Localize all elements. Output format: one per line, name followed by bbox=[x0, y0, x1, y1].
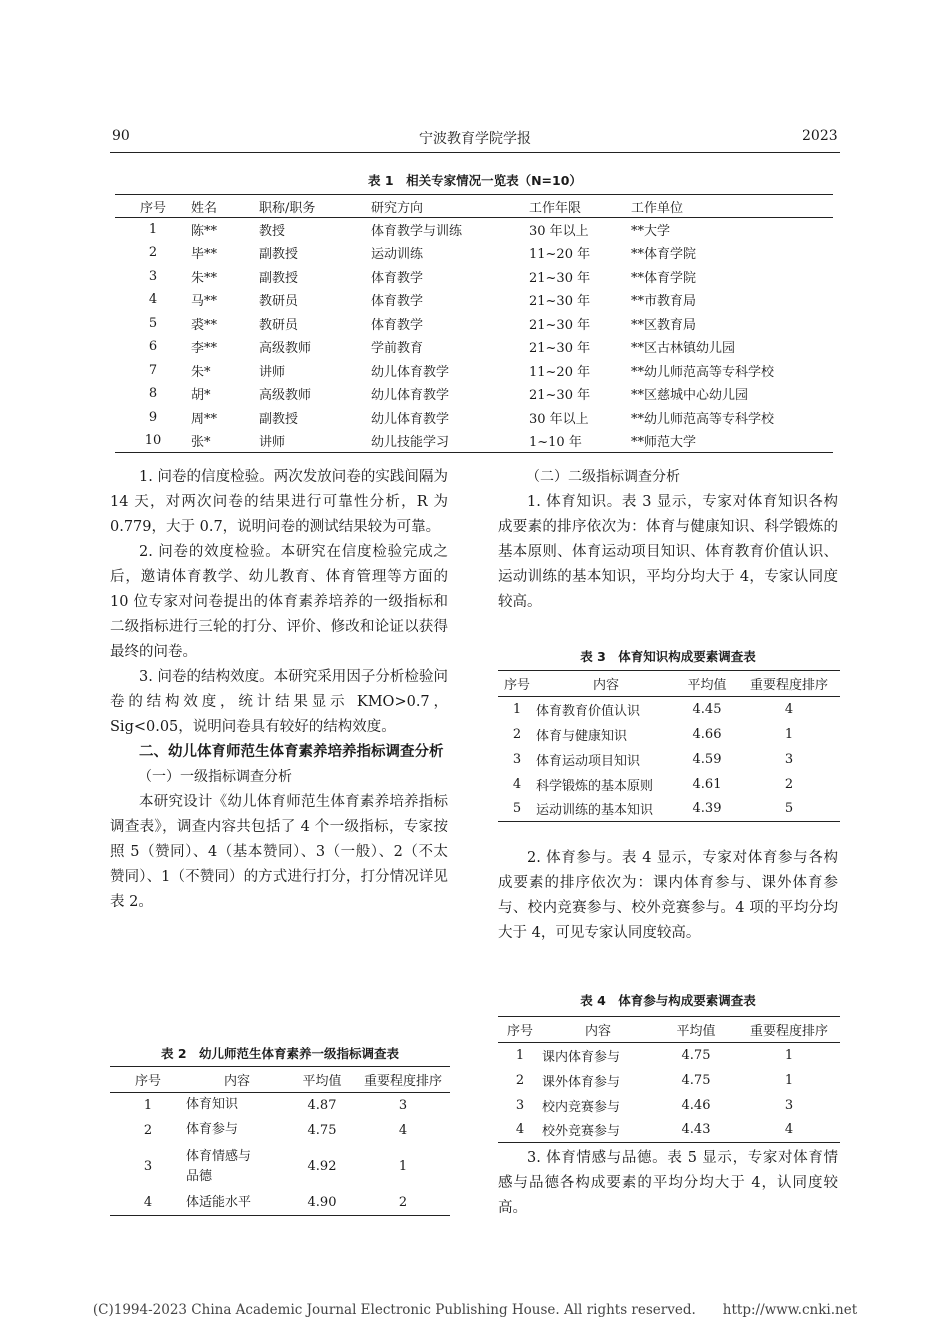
table1-col-header: 序号 bbox=[115, 195, 191, 218]
table-cell: 幼儿体育教学 bbox=[371, 411, 450, 427]
table-cell: 11~20 年 bbox=[529, 247, 591, 263]
table-cell: 21~30 年 bbox=[529, 294, 591, 310]
table-cell: 4 bbox=[515, 1122, 525, 1138]
table-cell: 1 bbox=[784, 1047, 794, 1063]
table-cell: 讲师 bbox=[259, 364, 286, 380]
table-cell: 9 bbox=[148, 409, 158, 425]
table1-col-header: 工作单位 bbox=[631, 195, 833, 218]
table3 bbox=[498, 670, 840, 822]
table-cell: 1 bbox=[515, 1047, 525, 1063]
table-row bbox=[498, 1043, 840, 1068]
table-cell: 3 bbox=[784, 1097, 794, 1113]
table-cell: 马** bbox=[191, 294, 218, 310]
table-row bbox=[498, 1068, 840, 1093]
table-cell: 4 bbox=[784, 1122, 794, 1138]
table-cell: 3 bbox=[512, 751, 522, 767]
table-cell: **市教育局 bbox=[631, 294, 697, 310]
table-cell: 4 bbox=[143, 1195, 153, 1211]
table-cell: 课外体育参与 bbox=[542, 1074, 621, 1090]
table-cell: 体育与健康知识 bbox=[536, 728, 628, 744]
table-row bbox=[115, 382, 833, 406]
table-cell: 体育教学 bbox=[371, 317, 424, 333]
table-cell: 4.61 bbox=[692, 776, 722, 792]
table-cell: 6 bbox=[148, 339, 158, 355]
table-cell: 4.90 bbox=[307, 1195, 337, 1211]
table1-col-header: 职称/职务 bbox=[259, 195, 371, 218]
table-cell: **体育学院 bbox=[631, 270, 697, 286]
table-cell: 科学锻炼的基本原则 bbox=[536, 778, 654, 794]
table4-header-row bbox=[498, 1017, 840, 1043]
subsection-heading-2: （二）二级指标调查分析 bbox=[526, 469, 680, 485]
table-cell: 裘** bbox=[191, 317, 218, 333]
table4-col-header: 重要程度排序 bbox=[738, 1017, 840, 1043]
paragraph-validity: 2. 问卷的效度检验。本研究在信度检验完成之后，邀请体育教学、幼儿教育、体育管理等方面的 10 位专家对问卷提出的体育素养培养的一级指标和二级指标进行三轮的打分、评价、修改和论证以获得最终的问卷。 bbox=[110, 544, 448, 660]
section-heading-2: 二、幼儿体育师范生体育素养培养指标调查分析 bbox=[139, 744, 444, 760]
table-row bbox=[498, 797, 840, 822]
table-cell: 朱* bbox=[191, 364, 211, 380]
table-cell: 4.39 bbox=[692, 801, 722, 817]
table-cell: 体育运动项目知识 bbox=[536, 753, 641, 769]
table4-col-header: 内容 bbox=[542, 1017, 654, 1043]
paragraph-sports-participation: 2. 体育参与。表 4 显示，专家对体育参与各构成要素的排序依次为：课内体育参与、课外体育参与、校内竞赛参与、校外竞赛参与。4 项的平均分均大于 4，可见专家认同度较高。 bbox=[498, 850, 838, 941]
table-cell: 高级教师 bbox=[259, 388, 312, 404]
table-cell: 8 bbox=[148, 386, 158, 402]
table-cell: 讲师 bbox=[259, 435, 286, 450]
table-cell: 30 年以上 bbox=[529, 224, 589, 239]
table-cell: **师范大学 bbox=[631, 435, 697, 450]
table3-col-header: 内容 bbox=[536, 671, 676, 697]
table-cell: 5 bbox=[784, 801, 794, 817]
table2-col-header: 序号 bbox=[110, 1067, 186, 1093]
table-cell: 4 bbox=[148, 292, 158, 308]
table-cell: 2 bbox=[148, 245, 158, 261]
table-row bbox=[115, 335, 833, 359]
table4-col-header: 平均值 bbox=[654, 1017, 738, 1043]
table-cell: 教授 bbox=[259, 224, 286, 239]
paragraph-sports-knowledge: 1. 体育知识。表 3 显示，专家对体育知识各构成要素的排序依次为：体育与健康知识、科学锻炼的基本原则、体育运动项目知识、体育教育价值认识、运动训练的基本知识，平均分均大于 4，专家认同度较高。 bbox=[498, 494, 838, 610]
table-cell: 体育情感与品德 bbox=[186, 1148, 252, 1184]
table-cell: 1 bbox=[398, 1159, 408, 1174]
table-row bbox=[115, 218, 833, 242]
table-cell: 幼儿体育教学 bbox=[371, 388, 450, 404]
paragraph-structural-validity: 3. 问卷的结构效度。本研究采用因子分析检验问卷的结构效度，统计结果显示 KMO>0.7，Sig<0.05，说明问卷具有较好的结构效度。 bbox=[110, 669, 448, 735]
table-cell: 副教授 bbox=[259, 411, 299, 427]
publication-year: 2023 bbox=[802, 128, 838, 144]
table-cell: 4.75 bbox=[681, 1072, 711, 1088]
table-row bbox=[110, 1093, 450, 1118]
table-cell: 3 bbox=[143, 1159, 153, 1174]
table1-caption: 表 1 相关专家情况一览表（N=10） bbox=[368, 173, 582, 188]
table-cell: 朱** bbox=[191, 270, 218, 286]
table3-col-header: 序号 bbox=[498, 671, 536, 697]
table-cell: 1 bbox=[784, 1072, 794, 1088]
table-cell: 7 bbox=[148, 362, 158, 378]
left-column-text bbox=[110, 465, 448, 915]
table-cell: 课内体育参与 bbox=[542, 1049, 621, 1065]
table-cell: 4.92 bbox=[307, 1159, 337, 1174]
table-cell: 2 bbox=[143, 1122, 153, 1138]
table-cell: **区古林镇幼儿园 bbox=[631, 341, 736, 357]
header-rule bbox=[110, 152, 840, 153]
table-row bbox=[498, 747, 840, 772]
table-row bbox=[498, 1118, 840, 1143]
table-cell: 2 bbox=[784, 776, 794, 792]
table-cell: 21~30 年 bbox=[529, 317, 591, 333]
table-cell: 3 bbox=[784, 751, 794, 767]
table-cell: 4 bbox=[398, 1122, 408, 1138]
subsection-heading-1: （一）一级指标调查分析 bbox=[138, 769, 292, 785]
right-column-bottom bbox=[498, 1146, 838, 1221]
paragraph-sports-ethics: 3. 体育情感与品德。表 5 显示，专家对体育情感与品德各构成要素的平均分均大于 4，认同度较高。 bbox=[498, 1150, 838, 1216]
table1 bbox=[115, 194, 833, 453]
journal-title: 宁波教育学院学报 bbox=[419, 131, 531, 147]
paragraph-survey-design: 本研究设计《幼儿体育师范生体育素养培养指标调查表》，调查内容共包括了 4 个一级指标，专家按照 5（赞同）、4（基本赞同）、3（一般）、2（不太赞同）、1（不赞同）的方式进行打分，打分情况详见表 2。 bbox=[110, 794, 448, 910]
table-row bbox=[110, 1118, 450, 1143]
table-row bbox=[498, 722, 840, 747]
table-cell: 运动训练 bbox=[371, 247, 424, 263]
table-cell: 学前教育 bbox=[371, 341, 424, 357]
table-cell: 毕** bbox=[191, 247, 218, 263]
table-cell: 体育知识 bbox=[186, 1097, 239, 1113]
table-cell: 1 bbox=[148, 222, 158, 237]
table-cell: **幼儿师范高等专科学校 bbox=[631, 364, 775, 380]
table2-col-header: 重要程度排序 bbox=[356, 1067, 450, 1093]
table-cell: 陈** bbox=[191, 224, 218, 239]
table-cell: 体育教学与训练 bbox=[371, 224, 463, 239]
table2-col-header: 内容 bbox=[186, 1067, 288, 1093]
copyright-footer: (C)1994-2023 China Academic Journal Electronic Publishing House. All rights reserved. http://www.cnki.net bbox=[92, 1302, 858, 1318]
table-cell: **大学 bbox=[631, 224, 671, 239]
table-cell: 副教授 bbox=[259, 270, 299, 286]
table-cell: 李** bbox=[191, 341, 218, 357]
table-cell: 4.59 bbox=[692, 751, 722, 767]
table-cell: 30 年以上 bbox=[529, 411, 589, 427]
table-cell: 运动训练的基本知识 bbox=[536, 803, 654, 819]
table-row bbox=[115, 406, 833, 430]
table-cell: 4.75 bbox=[307, 1122, 337, 1138]
table-cell: 4.45 bbox=[692, 701, 722, 717]
table-cell: 11~20 年 bbox=[529, 364, 591, 380]
table-cell: 体育教学 bbox=[371, 294, 424, 310]
page-number: 90 bbox=[112, 128, 130, 144]
table-cell: 21~30 年 bbox=[529, 341, 591, 357]
right-column-middle bbox=[498, 846, 838, 946]
table-cell: 3 bbox=[148, 268, 158, 284]
table-cell: 4 bbox=[784, 701, 794, 717]
table-cell: 4.87 bbox=[307, 1097, 337, 1113]
table-row bbox=[115, 288, 833, 312]
right-column-top bbox=[498, 465, 838, 615]
table-cell: 21~30 年 bbox=[529, 270, 591, 286]
table-row bbox=[115, 429, 833, 453]
table-cell: 胡* bbox=[191, 388, 211, 404]
table-cell: 教研员 bbox=[259, 317, 299, 333]
table1-col-header: 工作年限 bbox=[529, 195, 631, 218]
table-cell: 21~30 年 bbox=[529, 388, 591, 404]
table-cell: 体育参与 bbox=[186, 1122, 239, 1137]
table-cell: 1 bbox=[784, 726, 794, 742]
table2-header-row bbox=[110, 1067, 450, 1093]
table-cell: 体育教学 bbox=[371, 270, 424, 286]
table-cell: 张* bbox=[191, 435, 211, 450]
table3-header-row bbox=[498, 671, 840, 697]
table-cell: 3 bbox=[398, 1097, 408, 1113]
table-cell: **体育学院 bbox=[631, 247, 697, 263]
table1-col-header: 姓名 bbox=[191, 195, 259, 218]
table-cell: 2 bbox=[398, 1195, 408, 1211]
table-row bbox=[115, 359, 833, 383]
table-cell: 体适能水平 bbox=[186, 1194, 252, 1210]
table4-col-header: 序号 bbox=[498, 1017, 542, 1043]
table-row bbox=[498, 1093, 840, 1118]
table-row bbox=[115, 312, 833, 336]
table3-col-header: 重要程度排序 bbox=[738, 671, 840, 697]
table-cell: 1 bbox=[143, 1097, 153, 1113]
table-cell: 幼儿体育教学 bbox=[371, 364, 450, 380]
table3-col-header: 平均值 bbox=[676, 671, 738, 697]
table2-col-header: 平均值 bbox=[288, 1067, 356, 1093]
table-cell: **幼儿师范高等专科学校 bbox=[631, 411, 775, 427]
table-cell: **区教育局 bbox=[631, 317, 697, 333]
table-cell: **区慈城中心幼儿园 bbox=[631, 388, 749, 404]
table-cell: 4 bbox=[512, 776, 522, 792]
table-row bbox=[498, 697, 840, 722]
table-cell: 2 bbox=[512, 726, 522, 742]
table-cell: 教研员 bbox=[259, 294, 299, 310]
table-cell: 5 bbox=[512, 801, 522, 817]
table-cell: 副教授 bbox=[259, 247, 299, 263]
table-row bbox=[110, 1191, 450, 1216]
table-row bbox=[115, 241, 833, 265]
table-cell: 校外竞赛参与 bbox=[542, 1124, 621, 1140]
table3-caption: 表 3 体育知识构成要素调查表 bbox=[580, 649, 756, 664]
table-cell: 5 bbox=[148, 315, 158, 331]
table-cell: 1 bbox=[512, 701, 522, 717]
table4 bbox=[498, 1016, 840, 1143]
table-cell: 周** bbox=[191, 411, 218, 427]
table-cell: 幼儿技能学习 bbox=[371, 435, 450, 450]
table-row bbox=[110, 1143, 450, 1191]
table1-col-header: 研究方向 bbox=[371, 195, 529, 218]
table-row bbox=[115, 265, 833, 289]
table2-caption: 表 2 幼儿师范生体育素养一级指标调查表 bbox=[160, 1046, 400, 1061]
table4-caption: 表 4 体育参与构成要素调查表 bbox=[580, 993, 756, 1008]
table-cell: 4.75 bbox=[681, 1047, 711, 1063]
paragraph-reliability: 1. 问卷的信度检验。两次发放问卷的实践间隔为 14 天，对两次问卷的结果进行可靠性分析，R 为 0.779，大于 0.7，说明问卷的测试结果较为可靠。 bbox=[110, 469, 448, 535]
table-cell: 体育教育价值认识 bbox=[536, 703, 641, 719]
table-cell: 校内竞赛参与 bbox=[542, 1099, 621, 1115]
table-row bbox=[498, 772, 840, 797]
table1-header-row bbox=[115, 195, 833, 218]
table2 bbox=[110, 1066, 450, 1216]
table-cell: 4.43 bbox=[681, 1122, 711, 1138]
table-cell: 4.46 bbox=[681, 1097, 711, 1113]
table-cell: 1~10 年 bbox=[529, 435, 582, 450]
table-cell: 2 bbox=[515, 1072, 525, 1088]
table-cell: 高级教师 bbox=[259, 341, 312, 357]
table-cell: 4.66 bbox=[692, 726, 722, 742]
table-cell: 3 bbox=[515, 1097, 525, 1113]
table-cell: 10 bbox=[144, 433, 162, 448]
